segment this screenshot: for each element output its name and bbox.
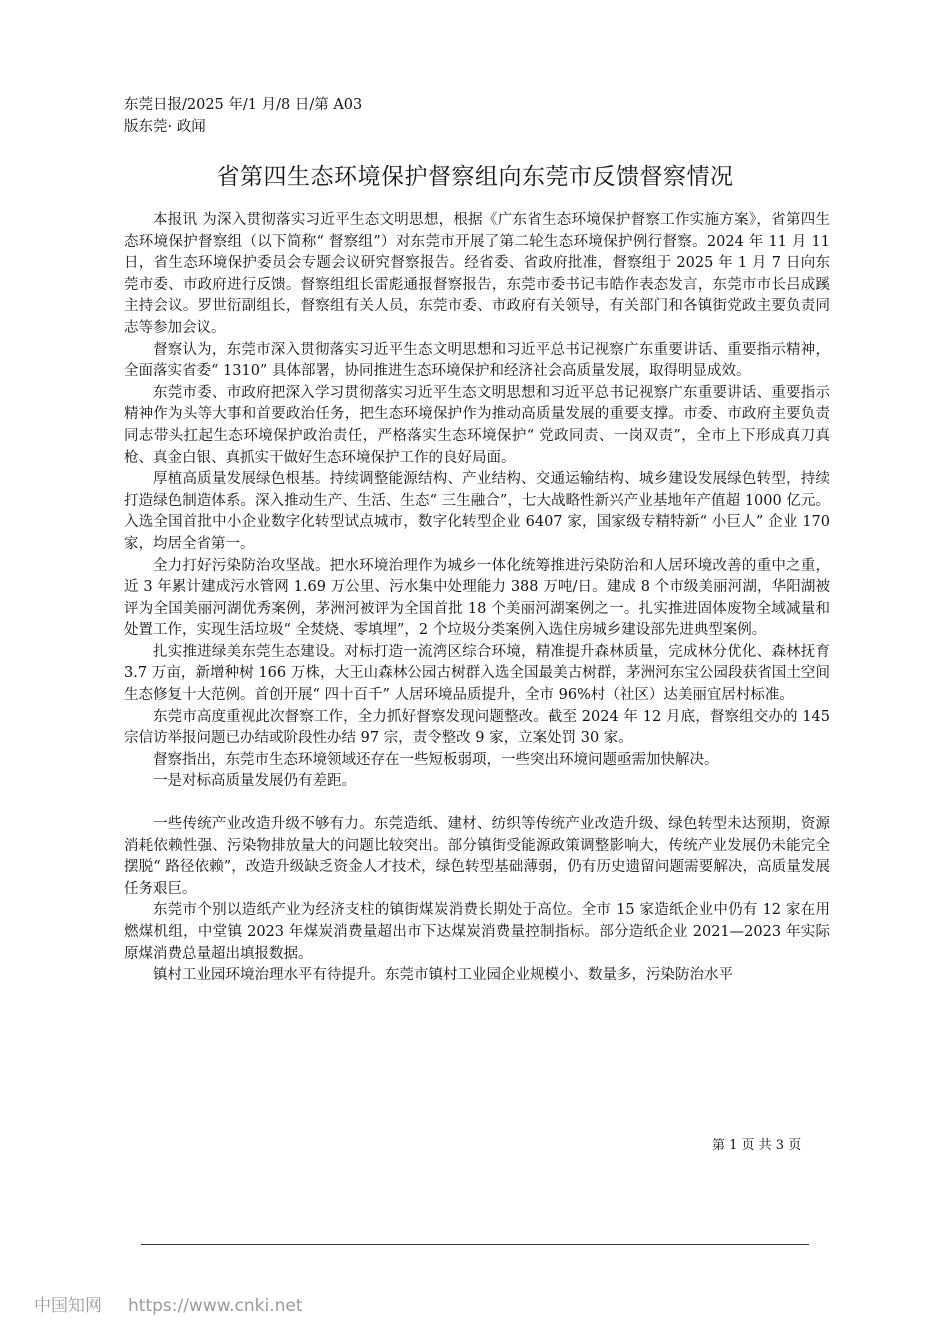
paragraph: 扎实推进绿美东莞生态建设。对标打造一流湾区综合环境，精准提升森林质量，完成林分优化、森林抚育 3.7 万亩，新增种树 166 万株，大王山森林公园古树群入选全国最美古树群，茅洲河东宝公园段获省国土空间生态修复十大范例。首创开展“ 四十百千” 人居环境品质提升，全市 96%村（社区）达美丽宜居村标准。 bbox=[124, 643, 830, 704]
paragraph: 督察指出，东莞市生态环境领域还存在一些短板弱项，一些突出环境问题亟需加快解决。 bbox=[153, 751, 719, 768]
article-meta bbox=[124, 94, 362, 138]
paragraph: 督察认为，东莞市深入贯彻落实习近平生态文明思想和习近平总书记视察广东重要讲话、重要指示精神，全面落实省委“ 1310” 具体部署，协同推进生态环境保护和经济社会高质量发展，取得明显成效。 bbox=[124, 341, 830, 380]
page-indicator: 第 1 页 共 3 页 bbox=[712, 1138, 802, 1153]
watermark bbox=[34, 1294, 302, 1318]
section-line: 版东莞· 政闻 bbox=[124, 119, 206, 135]
article-title: 省第四生态环境保护督察组向东莞市反馈督察情况 bbox=[216, 164, 734, 190]
watermark-brand: 中国知网 bbox=[34, 1296, 102, 1316]
paragraph: 镇村工业园环境治理水平有待提升。东莞市镇村工业园企业规模小、数量多，污染防治水平 bbox=[153, 967, 733, 984]
paragraph: 东莞市委、市政府把深入学习贯彻落实习近平生态文明思想和习近平总书记视察广东重要讲话、重要指示精神作为头等大事和首要政治任务，把生态环境保护作为推动高质量发展的重要支撑。市委、市政府主要负责同志带头扛起生态环境保护政治责任，严格落实生态环境保护“ 党政同责、一岗双责”，全市上下形成真刀真枪、真金白银、真抓实干做好生态环境保护工作的良好局面。 bbox=[124, 384, 830, 466]
article-body bbox=[124, 210, 830, 987]
paragraph: 一些传统产业改造升级不够有力。东莞造纸、建材、纺织等传统产业改造升级、绿色转型未达预期，资源消耗依赖性强、污染物排放量大的问题比较突出。部分镇街受能源政策调整影响大，传统产业发展仍未能完全摆脱“ 路径依赖”，改造升级缺乏资金人才技术，绿色转型基础薄弱，仍有历史遗留问题需要解决，高质量发展任务艰巨。 bbox=[124, 816, 830, 897]
paragraph: 全力打好污染防治攻坚战。把水环境治理作为城乡一体化统筹推进污染防治和人居环境改善的重中之重，近 3 年累计建成污水管网 1.69 万公里、污水集中处理能力 388 万吨/日。建成 8 个市级美丽河湖，华阳湖被评为全国美丽河湖优秀案例，茅洲河被评为全国首批 18 个美丽河湖案例之一。扎实推进固体废物全域减量和处置工作，实现生活垃圾“ 全焚烧、零填埋”，2 个垃圾分类案例入选住房城乡建设部先进典型案例。 bbox=[124, 557, 830, 639]
footer-divider bbox=[141, 1244, 809, 1245]
paragraph: 厚植高质量发展绿色根基。持续调整能源结构、产业结构、交通运输结构、城乡建设发展绿色转型，持续打造绿色制造体系。深入推动生产、生活、生态“ 三生融合”，七大战略性新兴产业基地年产值超 1000 亿元。入选全国首批中小企业数字化转型试点城市，数字化转型企业 6407 家，国家级专精特新“ 小巨人” 企业 170 家，均居全省第一。 bbox=[124, 471, 830, 552]
paragraph: 东莞市高度重视此次督察工作，全力抓好督察发现问题整改。截至 2024 年 12 月底，督察组交办的 145 宗信访举报问题已办结或阶段性办结 97 宗，责令整改 9 家，立案处罚 30 家。 bbox=[124, 708, 830, 747]
paragraph: 东莞市个别以造纸产业为经济支柱的镇街煤炭消费长期处于高位。全市 15 家造纸企业中仍有 12 家在用燃煤机组，中堂镇 2023 年煤炭消费量超出市下达煤炭消费量控制指标。部分造纸企业 2021—2023 年实际原煤消费总量超出填报数据。 bbox=[124, 902, 830, 962]
paragraph: 一是对标高质量发展仍有差距。 bbox=[153, 773, 356, 790]
watermark-url: https://www.cnki.net bbox=[128, 1296, 303, 1316]
paragraph: 本报讯 为深入贯彻落实习近平生态文明思想，根据《广东省生态环境保护督察工作实施方案》，省第四生态环境保护督察组（以下简称“ 督察组”）对东莞市开展了第二轮生态环境保护例行督察。2024 年 11 月 11 日，省生态环境保护委员会专题会议研究督察报告。经省委、省政府批准，督察组于 2025 年 1 月 7 日向东莞市委、市政府进行反馈。督察组组长雷彪通报督察报告，东莞市委书记韦皓作表态发言，东莞市市长吕成蹊主持会议。罗世衍副组长，督察组有关人员，东莞市委、市政府有关领导，有关部门和各镇街党政主要负责同志等参加会议。 bbox=[124, 212, 830, 336]
source-line: 东莞日报/2025 年/1 月/8 日/第 A03 bbox=[124, 97, 363, 113]
